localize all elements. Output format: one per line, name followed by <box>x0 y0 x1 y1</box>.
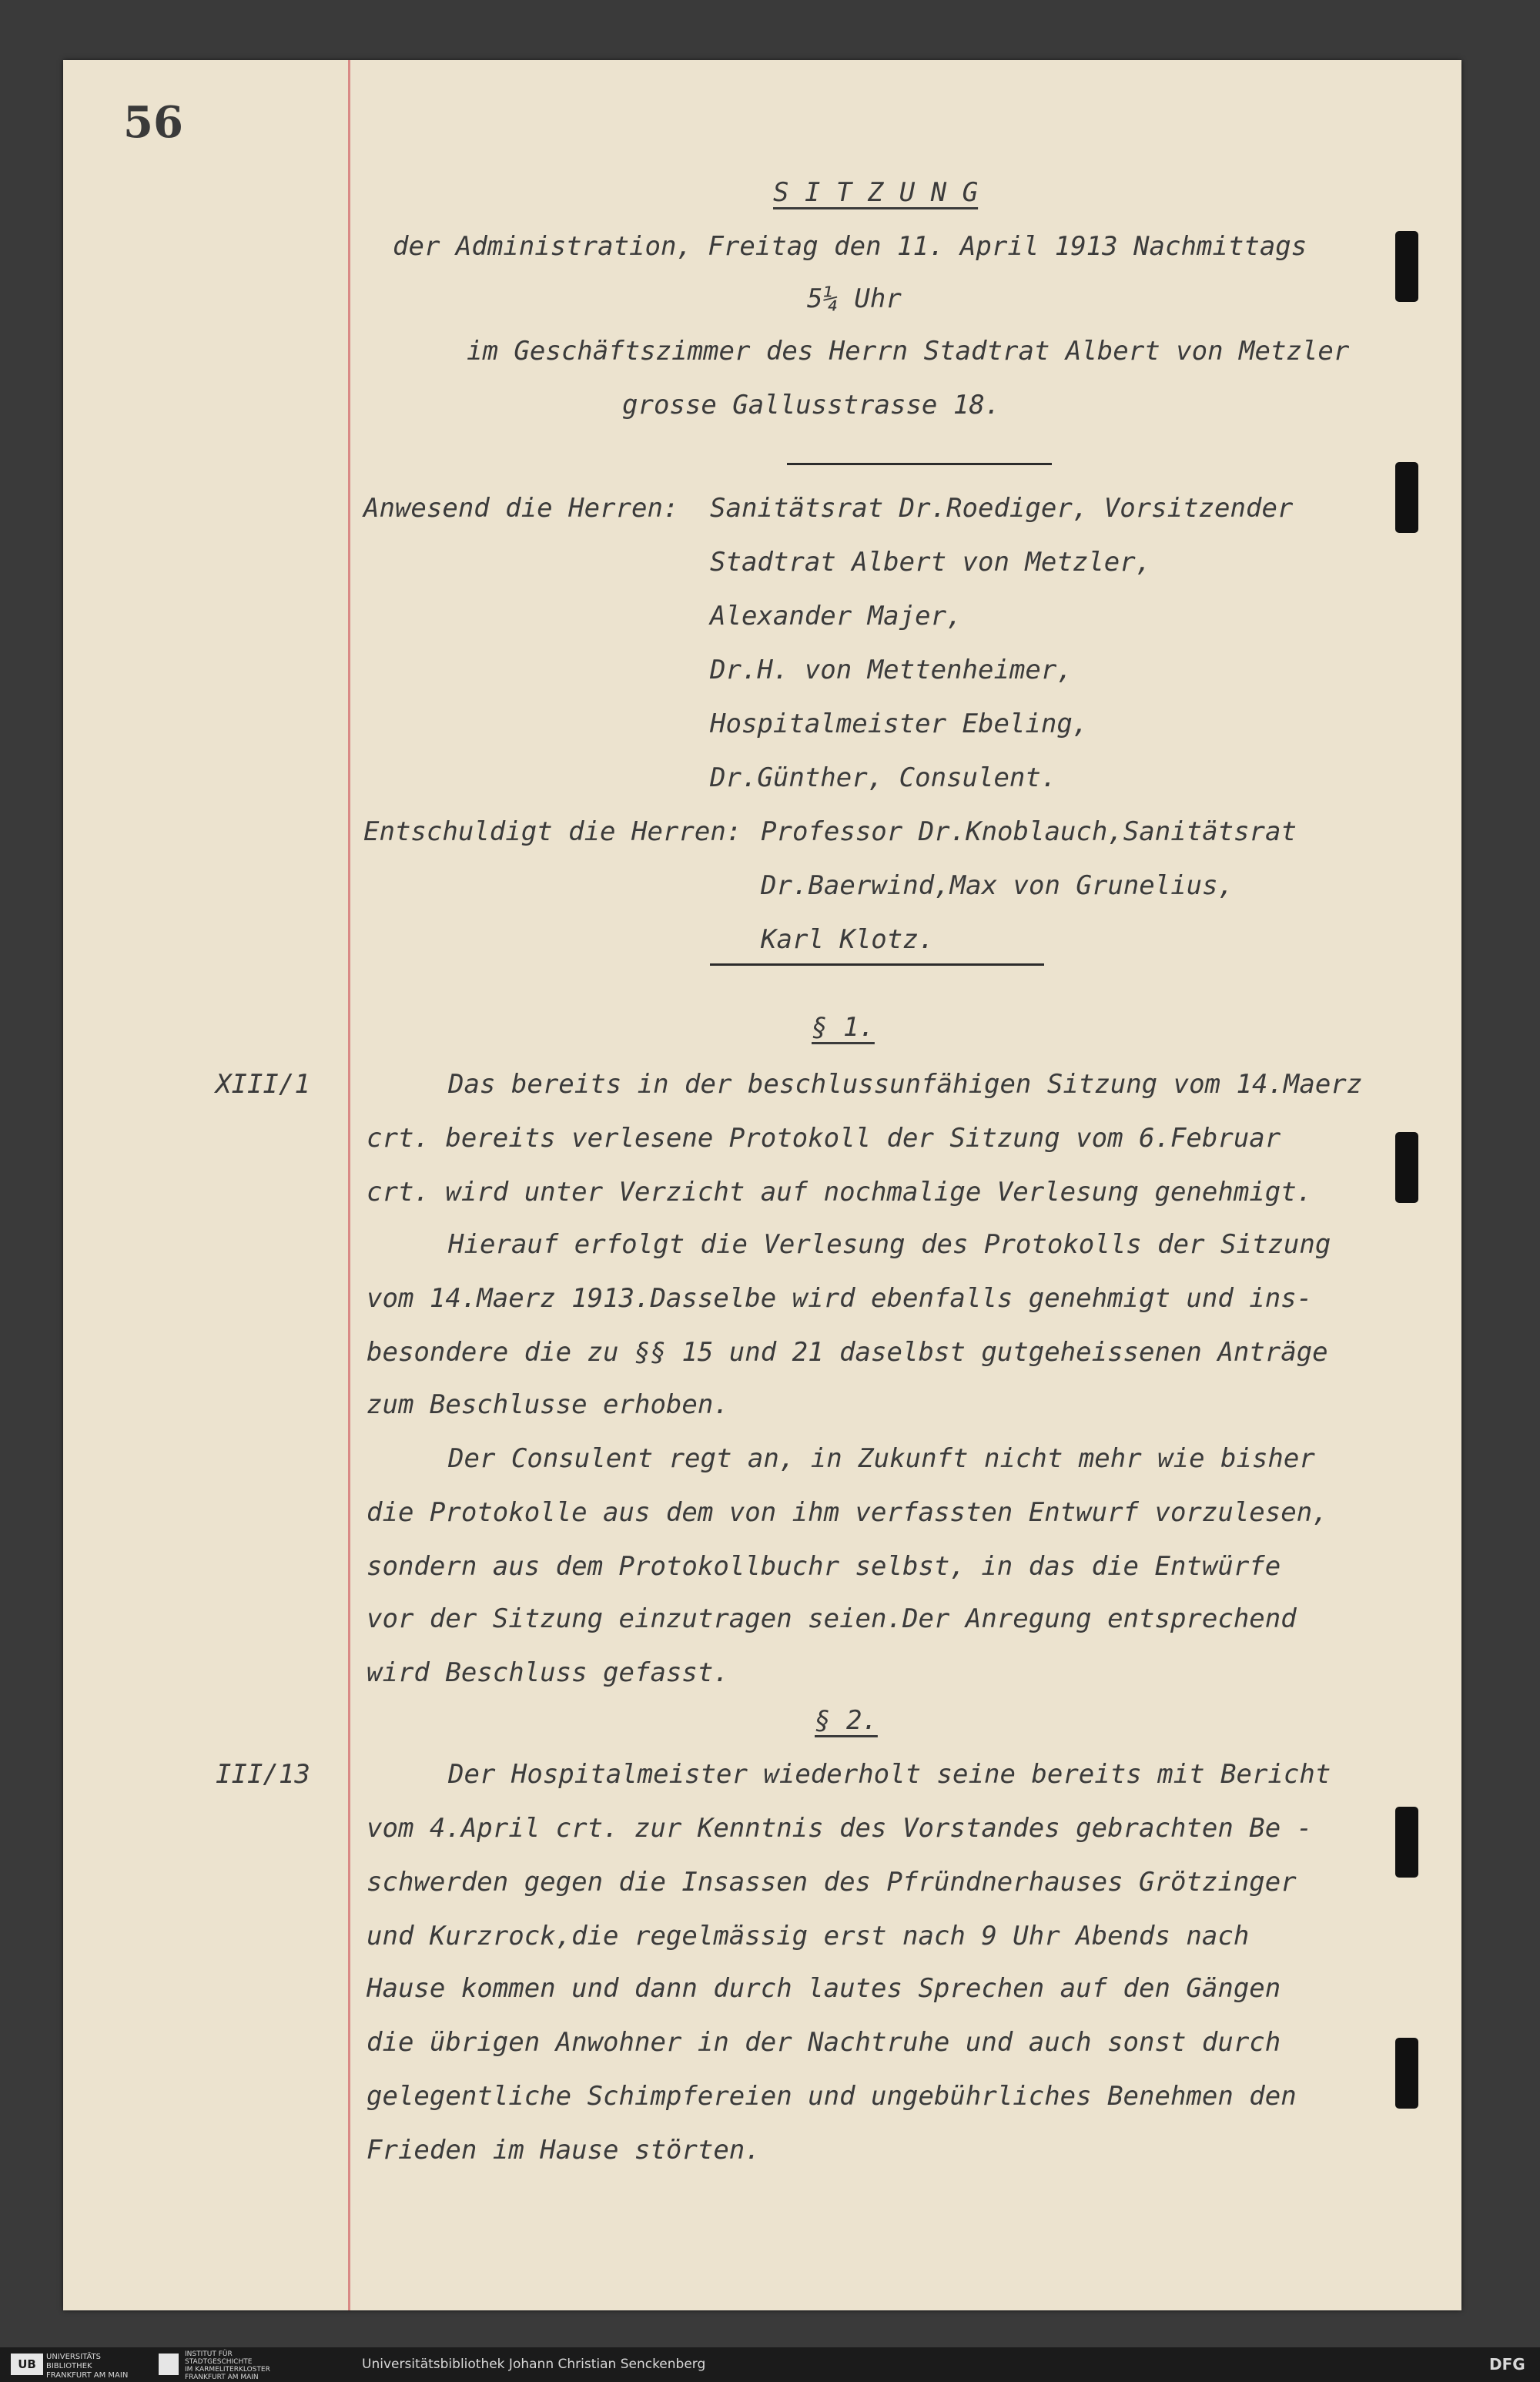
isg-logo-icon <box>159 2354 179 2375</box>
excused-label: Entschuldigt die Herren: <box>363 816 742 847</box>
section-text-line: vom 4.April crt. zur Kenntnis des Vorstandes gebrachten Be - <box>367 1813 1313 1844</box>
excused-member: Karl Klotz. <box>761 924 935 955</box>
session-line-2: 5¼ Uhr <box>807 283 902 314</box>
separator-line <box>710 963 1044 966</box>
isg-text: INSTITUT FÜR STADTGESCHICHTE IM KARMELITERKLOSTER FRANKFURT AM MAIN <box>185 2350 270 2381</box>
library-name: Universitätsbibliothek Johann Christian Senckenberg <box>362 2357 706 2372</box>
section-text-line: sondern aus dem Protokollbuchr selbst, in das die Entwürfe <box>367 1551 1281 1582</box>
section-text-line: Hierauf erfolgt die Verlesung des Protokolls der Sitzung <box>448 1229 1331 1260</box>
section-text-line: Hause kommen und dann durch lautes Sprechen auf den Gängen <box>367 1973 1281 2004</box>
section-text-line: zum Beschlusse erhoben. <box>367 1389 729 1420</box>
present-member: Stadtrat Albert von Metzler, <box>710 547 1152 578</box>
section-text-line: gelegentliche Schimpfereien und ungebührliches Benehmen den <box>367 2081 1297 2112</box>
section-text-line: Der Hospitalmeister wiederholt seine bereits mit Bericht <box>448 1759 1331 1790</box>
present-member: Hospitalmeister Ebeling, <box>710 709 1089 739</box>
section-text-line: Das bereits in der beschlussunfähigen Sitzung vom 14.Maerz <box>448 1069 1363 1100</box>
session-title: S I T Z U N G <box>773 177 979 208</box>
section-reference: III/13 <box>216 1759 310 1790</box>
section-heading: § 1. <box>812 1012 875 1043</box>
excused-member: Professor Dr.Knoblauch,Sanitätsrat <box>761 816 1297 847</box>
index-tab <box>1395 231 1418 302</box>
section-text-line: crt. bereits verlesene Protokoll der Sitzung vom 6.Februar <box>367 1123 1281 1154</box>
section-text-line: die übrigen Anwohner in der Nachtruhe und auch sonst durch <box>367 2027 1281 2058</box>
section-text-line: Frieden im Hause störten. <box>367 2135 761 2166</box>
present-member: Alexander Majer, <box>710 601 962 632</box>
section-text-line: die Protokolle aus dem von ihm verfassten Entwurf vorzulesen, <box>367 1497 1328 1528</box>
dfg-logo: DFG <box>1489 2355 1525 2374</box>
present-member: Dr.Günther, Consulent. <box>710 762 1057 793</box>
index-tab <box>1395 462 1418 533</box>
section-text-line: schwerden gegen die Insassen des Pfründnerhauses Grötzinger <box>367 1867 1297 1898</box>
ub-text: UNIVERSITÄTS BIBLIOTHEK FRANKFURT AM MAIN <box>46 2353 129 2380</box>
section-text-line: besondere die zu §§ 15 und 21 daselbst gutgeheissenen Anträge <box>367 1337 1328 1368</box>
index-tab <box>1395 1807 1418 1878</box>
page-number: 56 <box>123 97 183 148</box>
ub-logo: UB <box>11 2354 43 2375</box>
present-member: Sanitätsrat Dr.Roediger, Vorsitzender <box>710 493 1294 524</box>
section-heading: § 2. <box>815 1705 878 1736</box>
present-label: Anwesend die Herren: <box>363 493 679 524</box>
index-tab <box>1395 1132 1418 1203</box>
section-text-line: vom 14.Maerz 1913.Dasselbe wird ebenfalls genehmigt und ins- <box>367 1283 1313 1314</box>
section-text-line: und Kurzrock,die regelmässig erst nach 9 Uhr Abends nach <box>367 1921 1250 1951</box>
index-tab <box>1395 2038 1418 2109</box>
separator-line <box>787 463 1052 465</box>
section-reference: XIII/1 <box>216 1069 310 1100</box>
excused-member: Dr.Baerwind,Max von Grunelius, <box>761 870 1234 901</box>
section-text-line: crt. wird unter Verzicht auf nochmalige Verlesung genehmigt. <box>367 1177 1313 1208</box>
session-line-4: grosse Gallusstrasse 18. <box>622 390 1001 420</box>
section-text-line: Der Consulent regt an, in Zukunft nicht mehr wie bisher <box>448 1443 1315 1474</box>
document-page <box>63 60 1461 2310</box>
present-member: Dr.H. von Mettenheimer, <box>710 655 1073 685</box>
section-text-line: wird Beschluss gefasst. <box>367 1657 729 1688</box>
section-text-line: vor der Sitzung einzutragen seien.Der Anregung entsprechend <box>367 1603 1297 1634</box>
session-line-3: im Geschäftszimmer des Herrn Stadtrat Albert von Metzler <box>467 336 1350 367</box>
footer-bar <box>0 2347 1540 2382</box>
session-line-1: der Administration, Freitag den 11. April 1913 Nachmittags <box>393 231 1307 262</box>
margin-line <box>348 60 350 2310</box>
